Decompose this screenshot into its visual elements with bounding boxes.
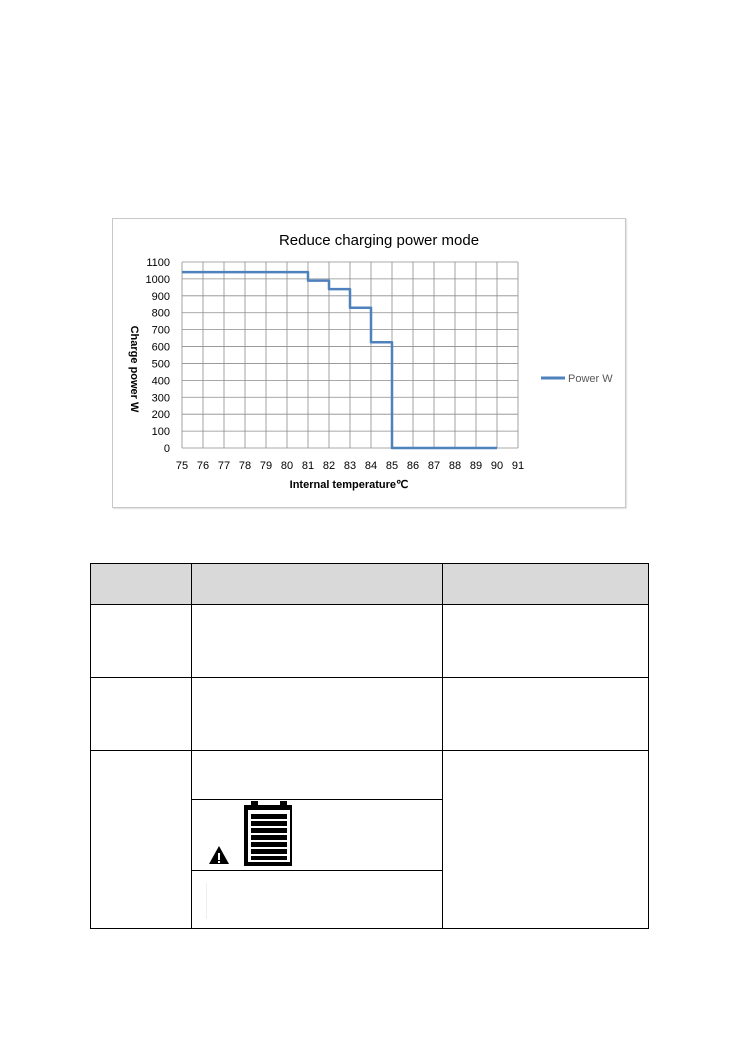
x-tick-label: 83 — [343, 460, 357, 472]
table-cell — [91, 678, 192, 751]
x-tick-label: 80 — [280, 460, 294, 472]
status-table — [90, 563, 649, 929]
y-tick-label: 100 — [151, 426, 170, 439]
table-cell — [192, 751, 443, 800]
x-tick-label: 87 — [427, 460, 441, 472]
legend — [541, 373, 613, 385]
x-tick-label: 81 — [301, 460, 315, 472]
x-tick-label: 85 — [385, 460, 399, 472]
x-tick-label: 84 — [364, 460, 378, 472]
table-cell — [443, 605, 649, 678]
table-cell — [91, 605, 192, 678]
table-cell — [443, 751, 649, 929]
battery-icon — [244, 801, 292, 866]
table-cell — [443, 678, 649, 751]
header-cell-1 — [91, 564, 192, 605]
y-tick-label: 200 — [151, 409, 170, 422]
y-tick-label: 300 — [151, 392, 170, 405]
header-cell-3 — [443, 564, 649, 605]
y-tick-label: 900 — [151, 290, 170, 303]
x-tick-label: 82 — [322, 460, 336, 472]
y-tick-label: 400 — [151, 375, 170, 388]
chart-container — [112, 218, 626, 508]
y-axis-label: Charge power W — [128, 325, 140, 413]
y-tick-label: 800 — [151, 307, 170, 320]
table-cell — [192, 678, 443, 751]
y-tick-label: 500 — [151, 358, 170, 371]
legend-label: Power W — [568, 373, 613, 385]
y-tick-label: 700 — [151, 324, 170, 337]
header-cell-2 — [192, 564, 443, 605]
x-tick-label: 76 — [196, 460, 210, 472]
x-tick-label: 91 — [511, 460, 525, 472]
x-tick-label: 88 — [448, 460, 462, 472]
x-tick-label: 78 — [238, 460, 252, 472]
warning-icon — [209, 846, 229, 864]
y-tick-label: 0 — [163, 443, 170, 455]
y-tick-label: 1100 — [146, 257, 170, 269]
x-tick-label: 89 — [469, 460, 483, 472]
x-tick-label: 75 — [175, 460, 189, 472]
x-tick-label: 79 — [259, 460, 273, 472]
divider — [206, 883, 207, 919]
x-tick-label: 90 — [490, 460, 504, 472]
y-tick-label: 1000 — [145, 273, 170, 286]
chart — [113, 219, 625, 507]
y-tick-label: 600 — [151, 341, 170, 354]
x-axis-label: Internal temperature℃ — [289, 479, 409, 491]
table-cell — [192, 871, 443, 929]
x-tick-label: 86 — [406, 460, 420, 472]
chart-title: Reduce charging power mode — [278, 232, 480, 249]
series-line-power — [182, 272, 497, 448]
icon-cell — [192, 800, 443, 871]
table-cell — [91, 751, 192, 929]
x-tick-label: 77 — [217, 460, 231, 472]
table-cell — [192, 605, 443, 678]
